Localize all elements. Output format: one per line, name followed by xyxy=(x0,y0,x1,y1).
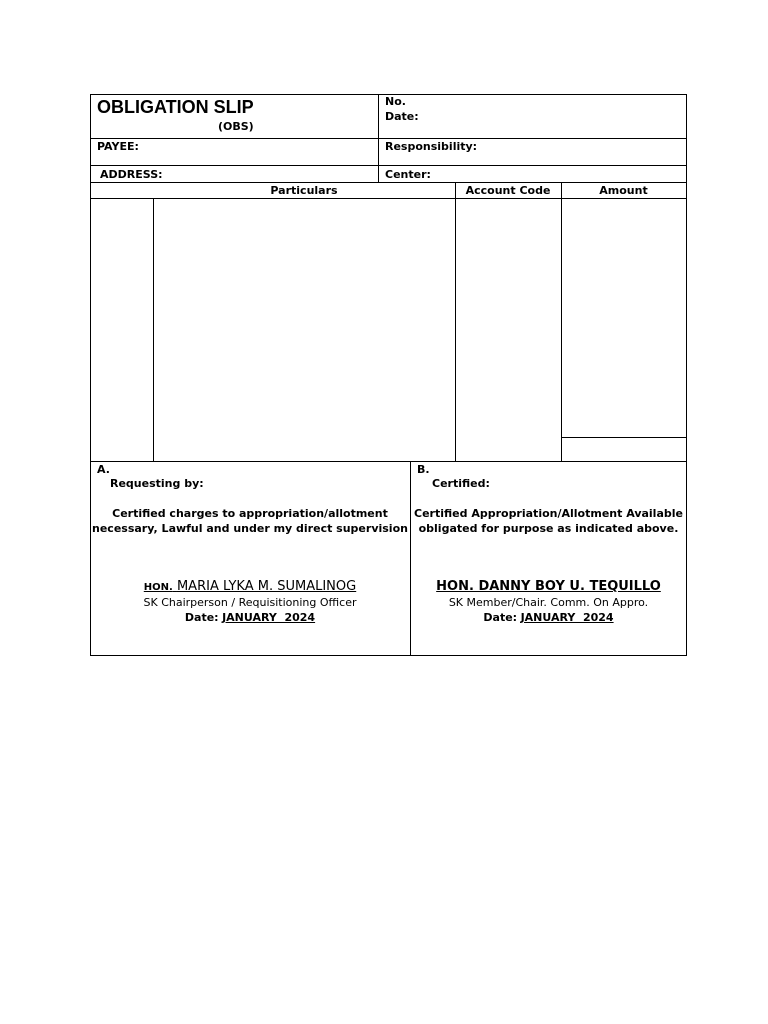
section-b-position: SK Member/Chair. Comm. On Appro. xyxy=(448,596,649,609)
form-title: OBLIGATION SLIP xyxy=(97,97,254,117)
rule-table-bottom xyxy=(90,461,687,462)
border-left xyxy=(90,94,91,656)
address-label: ADDRESS: xyxy=(100,168,163,181)
section-a-certification-line1: Certified charges to appropriation/allotment xyxy=(112,507,388,520)
section-b-certification-line2: obligated for purpose as indicated above. xyxy=(418,522,679,535)
col-header-amount: Amount xyxy=(599,184,648,197)
section-a-heading: Requesting by: xyxy=(110,477,204,490)
section-b-date-label: Date: xyxy=(483,611,518,624)
section-b-letter: B. xyxy=(417,463,430,476)
center-label: Center: xyxy=(385,168,431,181)
col-header-particulars: Particulars xyxy=(270,184,338,197)
rule-sign-divider xyxy=(410,461,411,656)
col-header-account-code: Account Code xyxy=(465,184,551,197)
rule-payee-bottom xyxy=(90,165,687,166)
rule-col-first xyxy=(153,198,154,462)
section-a-certification-line2: necessary, Lawful and under my direct supervision xyxy=(92,522,408,535)
section-a-date xyxy=(90,612,410,623)
section-a-name-prefix: HON. xyxy=(143,582,173,593)
rule-address-bottom xyxy=(90,182,687,183)
rule-header-divider xyxy=(378,94,379,183)
section-b-signatory-name: HON. DANNY BOY U. TEQUILLO xyxy=(436,579,661,594)
form-subtitle: (OBS) xyxy=(218,120,254,133)
payee-label: PAYEE: xyxy=(97,140,139,153)
rule-columns-bottom xyxy=(90,198,687,199)
rule-col-particulars xyxy=(455,182,456,462)
rule-col-account xyxy=(561,182,562,462)
section-a-position: SK Chairperson / Requisitioning Officer xyxy=(143,596,357,609)
rule-amount-total xyxy=(561,437,687,438)
section-b-heading: Certified: xyxy=(432,477,490,490)
section-a-letter: A. xyxy=(97,463,110,476)
section-b-certification-line1: Certified Appropriation/Allotment Available xyxy=(414,507,683,520)
no-label: No. xyxy=(385,95,406,108)
rule-header-bottom xyxy=(90,138,687,139)
date-label: Date: xyxy=(385,110,419,123)
section-a-name: MARIA LYKA M. SUMALINOG xyxy=(176,579,357,594)
section-b-date xyxy=(411,612,686,623)
section-a-date-label: Date: xyxy=(184,611,219,624)
section-a-date-value: JANUARY 2024 xyxy=(222,611,316,624)
section-a-signatory-name xyxy=(90,580,410,593)
border-right xyxy=(686,94,687,656)
border-bottom xyxy=(90,655,687,656)
responsibility-label: Responsibility: xyxy=(385,140,478,153)
section-b-date-value: JANUARY 2024 xyxy=(520,611,614,624)
